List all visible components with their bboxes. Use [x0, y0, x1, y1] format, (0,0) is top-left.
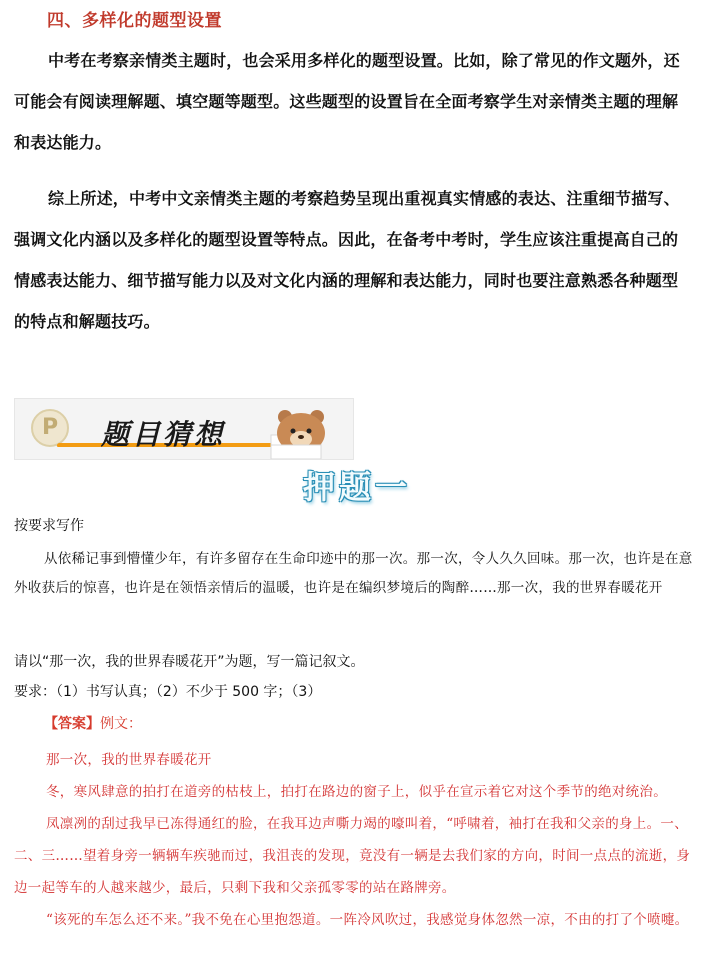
- writing-instruction: 请以“那一次，我的世界春暖花开”为题，写一篇记叙文。: [14, 654, 365, 670]
- task-label: 按要求写作: [14, 518, 84, 534]
- section-heading: 四、多样化的题型设置: [47, 11, 222, 31]
- answer-tag: [44, 713, 142, 733]
- essay-paragraph-1: 冬，寒风肆意的拍打在道旁的枯枝上，拍打在路边的窗子上，似乎在宣示着它对这个季节的绝对统治。: [46, 784, 667, 800]
- answer-label: 例文：: [100, 716, 142, 732]
- paragraph-question-types: 中考在考察亲情类主题时，也会采用多样化的题型设置。比如，除了常见的作文题外，还可能会有阅读理解题、填空题等题型。这些题型的设置旨在全面考察学生对亲情类主题的理解和表达能力。: [14, 51, 680, 152]
- writing-prompt: 从依稀记事到懵懂少年，有许多留存在生命印迹中的那一次。那一次，令人久久回味。那一次，也许是在意外收获后的惊喜，也许是在领悟亲情后的温暖，也许是在编织梦境后的陶醉……那一次，我的世界春暖花开: [14, 551, 693, 596]
- essay-title: 那一次，我的世界春暖花开: [46, 752, 212, 768]
- paragraph-summary: 综上所述，中考中文亲情类主题的考察趋势呈现出重视真实情感的表达、注重细节描写、强调文化内涵以及多样化的题型设置等特点。因此，在备考中考时，学生应该注重提高自己的情感表达能力、细节描写能力以及对文化内涵的理解和表达能力，同时也要注意熟悉各种题型的特点和解题技巧。: [14, 189, 680, 331]
- bear-icon: [265, 405, 345, 459]
- answer-bracket: 【答案】: [44, 716, 100, 732]
- topic-guess-banner: [14, 398, 354, 460]
- essay-paragraph-3: “该死的车怎么还不来。”我不免在心里抱怨道。一阵冷风吹过，我感觉身体忽然一凉，不由的打了个喷嚏。: [46, 912, 689, 928]
- essay-paragraph-2: 凤凛冽的刮过我早已冻得通红的脸，在我耳边声嘶力竭的嚎叫着，“呼啸着，袖打在我和父亲的身上。一、二、三……望着身旁一辆辆车疾驰而过，我沮丧的发现，竟没有一辆是去我们家的方向，时间一点点的流逝，身边一起等车的人越来越少，最后，只剩下我和父亲孤零零的站在路牌旁。: [14, 816, 691, 896]
- prediction-one-title: 押题一: [303, 468, 412, 506]
- writing-requirements: 要求：（1）书写认真；（2）不少于 500 字；（3）: [14, 684, 322, 700]
- p-coin-icon: P: [31, 409, 69, 447]
- banner-title: 题目猜想: [101, 418, 226, 451]
